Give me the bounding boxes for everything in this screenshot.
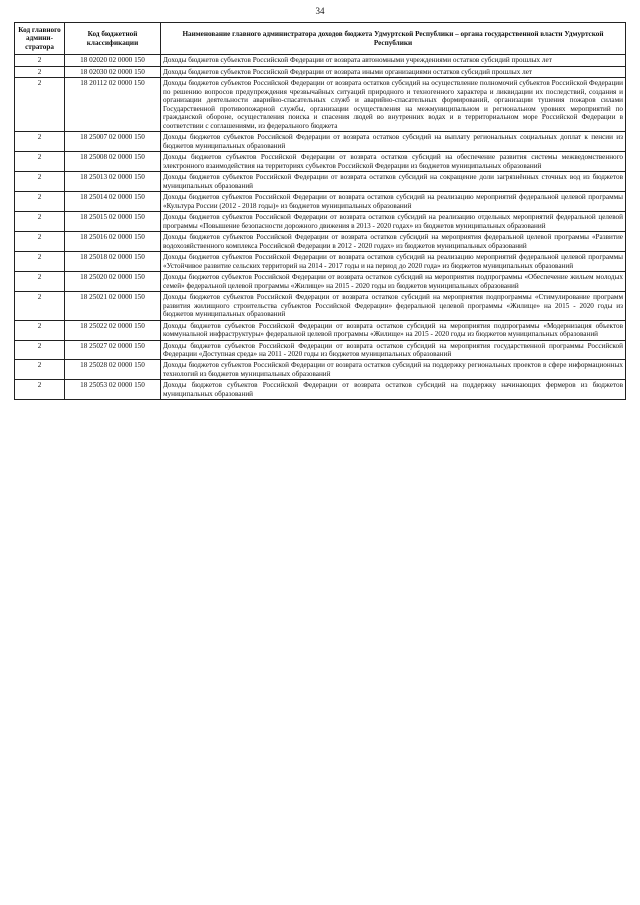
admin-code-cell: 2 (15, 340, 65, 360)
table-row (15, 340, 626, 360)
header-admin-code: Код главного админи-стратора (15, 23, 65, 55)
name-cell: Доходы бюджетов субъектов Российской Федерации от возврата остатков субсидий на мероприятия подпрограммы «Стимулирование программ развития жилищного строительства субъектов Российской Федерации» федеральной целевой программы «Жилище» на 2015 - 2020 годы из бюджетов муниципальных образований (161, 292, 626, 320)
budget-code-cell: 18 25016 02 0000 150 (65, 232, 161, 252)
table-row (15, 232, 626, 252)
table-row (15, 292, 626, 320)
budget-code-cell: 18 25027 02 0000 150 (65, 340, 161, 360)
name-cell: Доходы бюджетов субъектов Российской Федерации от возврата иными организациями остатков субсидий прошлых лет (161, 66, 626, 77)
table-row (15, 320, 626, 340)
admin-code-cell: 2 (15, 212, 65, 232)
admin-code-cell: 2 (15, 172, 65, 192)
name-cell: Доходы бюджетов субъектов Российской Федерации от возврата автономными учреждениями остатков субсидий прошлых лет (161, 55, 626, 66)
table-header-row (15, 23, 626, 55)
budget-code-cell: 18 25020 02 0000 150 (65, 272, 161, 292)
table-row (15, 55, 626, 66)
revenue-codes-table (14, 22, 626, 400)
budget-code-cell: 18 02030 02 0000 150 (65, 66, 161, 77)
budget-code-cell: 18 25028 02 0000 150 (65, 360, 161, 380)
admin-code-cell: 2 (15, 152, 65, 172)
budget-code-cell: 18 25021 02 0000 150 (65, 292, 161, 320)
table-row (15, 172, 626, 192)
table-row (15, 272, 626, 292)
budget-code-cell: 18 02020 02 0000 150 (65, 55, 161, 66)
budget-code-cell: 18 25013 02 0000 150 (65, 172, 161, 192)
admin-code-cell: 2 (15, 360, 65, 380)
table-row (15, 132, 626, 152)
name-cell: Доходы бюджетов субъектов Российской Федерации от возврата остатков субсидий на сокращение доли загрязнённых сточных вод из бюджетов муниципальных образований (161, 172, 626, 192)
budget-code-cell: 18 25008 02 0000 150 (65, 152, 161, 172)
header-name: Наименование главного администратора доходов бюджета Удмуртской Республики – органа государственной власти Удмуртской Республики (161, 23, 626, 55)
page-number: 34 (315, 6, 325, 16)
admin-code-cell: 2 (15, 320, 65, 340)
name-cell: Доходы бюджетов субъектов Российской Федерации от возврата остатков субсидий на мероприятия федеральной целевой программы «Развитие водохозяйственного комплекса Российской Федерации в 2012 - 2020 годах» из бюджетов муниципальных образований (161, 232, 626, 252)
name-cell: Доходы бюджетов субъектов Российской Федерации от возврата остатков субсидий на поддержку начинающих фермеров из бюджетов муниципальных образований (161, 380, 626, 400)
table-row (15, 192, 626, 212)
table-row (15, 360, 626, 380)
name-cell: Доходы бюджетов субъектов Российской Федерации от возврата остатков субсидий на реализацию отдельных мероприятий федеральной целевой программы «Повышение безопасности дорожного движения в 2013 - 2020 годах» из бюджетов муниципальных образований (161, 212, 626, 232)
header-budget-code: Код бюджетной классификации (65, 23, 161, 55)
admin-code-cell: 2 (15, 192, 65, 212)
table-row (15, 66, 626, 77)
admin-code-cell: 2 (15, 132, 65, 152)
admin-code-cell: 2 (15, 232, 65, 252)
admin-code-cell: 2 (15, 78, 65, 132)
admin-code-cell: 2 (15, 252, 65, 272)
table-body (15, 55, 626, 400)
budget-code-cell: 18 25053 02 0000 150 (65, 380, 161, 400)
table-row (15, 152, 626, 172)
admin-code-cell: 2 (15, 55, 65, 66)
name-cell: Доходы бюджетов субъектов Российской Федерации от возврата остатков субсидий на реализацию мероприятий федеральной целевой программы «Культура России (2012 - 2018 годы)» из бюджетов муниципальных образований (161, 192, 626, 212)
table-row (15, 212, 626, 232)
name-cell: Доходы бюджетов субъектов Российской Федерации от возврата остатков субсидий на поддержку региональных проектов в сфере информационных технологий из бюджетов муниципальных образований (161, 360, 626, 380)
name-cell: Доходы бюджетов субъектов Российской Федерации от возврата остатков субсидий на реализацию мероприятий федеральной целевой программы «Устойчивое развитие сельских территорий на 2014 - 2017 годы и на период до 2020 года» из бюджетов муниципальных образований (161, 252, 626, 272)
name-cell: Доходы бюджетов субъектов Российской Федерации от возврата остатков субсидий на мероприятия подпрограммы «Модернизация объектов коммунальной инфраструктуры» федеральной целевой программы «Жилище» на 2015 - 2020 годы из бюджетов муниципальных образований (161, 320, 626, 340)
name-cell: Доходы бюджетов субъектов Российской Федерации от возврата остатков субсидий на мероприятия государственной программы Российской Федерации «Доступная среда» на 2011 - 2020 годы из бюджетов муниципальных образований (161, 340, 626, 360)
name-cell: Доходы бюджетов субъектов Российской Федерации от возврата остатков субсидий на мероприятия подпрограммы «Обеспечение жильем молодых семей» федеральной целевой программы «Жилище» на 2015 - 2020 годы из бюджетов муниципальных образований (161, 272, 626, 292)
table-row (15, 252, 626, 272)
budget-code-cell: 18 25014 02 0000 150 (65, 192, 161, 212)
budget-code-cell: 18 25018 02 0000 150 (65, 252, 161, 272)
admin-code-cell: 2 (15, 380, 65, 400)
admin-code-cell: 2 (15, 292, 65, 320)
name-cell: Доходы бюджетов субъектов Российской Федерации от возврата остатков субсидий на обеспечение развития системы межведомственного электронного взаимодействия на территориях субъектов Российской Федерации из бюджетов муниципальных образований (161, 152, 626, 172)
budget-code-cell: 18 25007 02 0000 150 (65, 132, 161, 152)
admin-code-cell: 2 (15, 272, 65, 292)
table-row (15, 78, 626, 132)
budget-code-cell: 18 25015 02 0000 150 (65, 212, 161, 232)
name-cell: Доходы бюджетов субъектов Российской Федерации от возврата остатков субсидий на выплату региональных социальных доплат к пенсии из бюджетов муниципальных образований (161, 132, 626, 152)
table-row (15, 380, 626, 400)
budget-code-cell: 18 25022 02 0000 150 (65, 320, 161, 340)
budget-code-cell: 18 20112 02 0000 150 (65, 78, 161, 132)
name-cell: Доходы бюджетов субъектов Российской Федерации от возврата остатков субсидий на осуществление полномочий субъектов Российской Федерации по решению вопросов предупреждения чрезвычайных ситуаций природного и техногенного характера и ликвидации их последствий, создания и организации деятельности аварийно-спасательных служб и аварийно-спасательных формирований, организации тушения пожаров силами Государственной противопожарной службы, организации осуществления на межмуниципальном и региональном уровнях мероприятий по гражданской обороне, осуществления поиска и спасения людей во внутренних водах и в территориальном море Российской Федерации в соответствии с соглашениями, из федерального бюджета (161, 78, 626, 132)
admin-code-cell: 2 (15, 66, 65, 77)
